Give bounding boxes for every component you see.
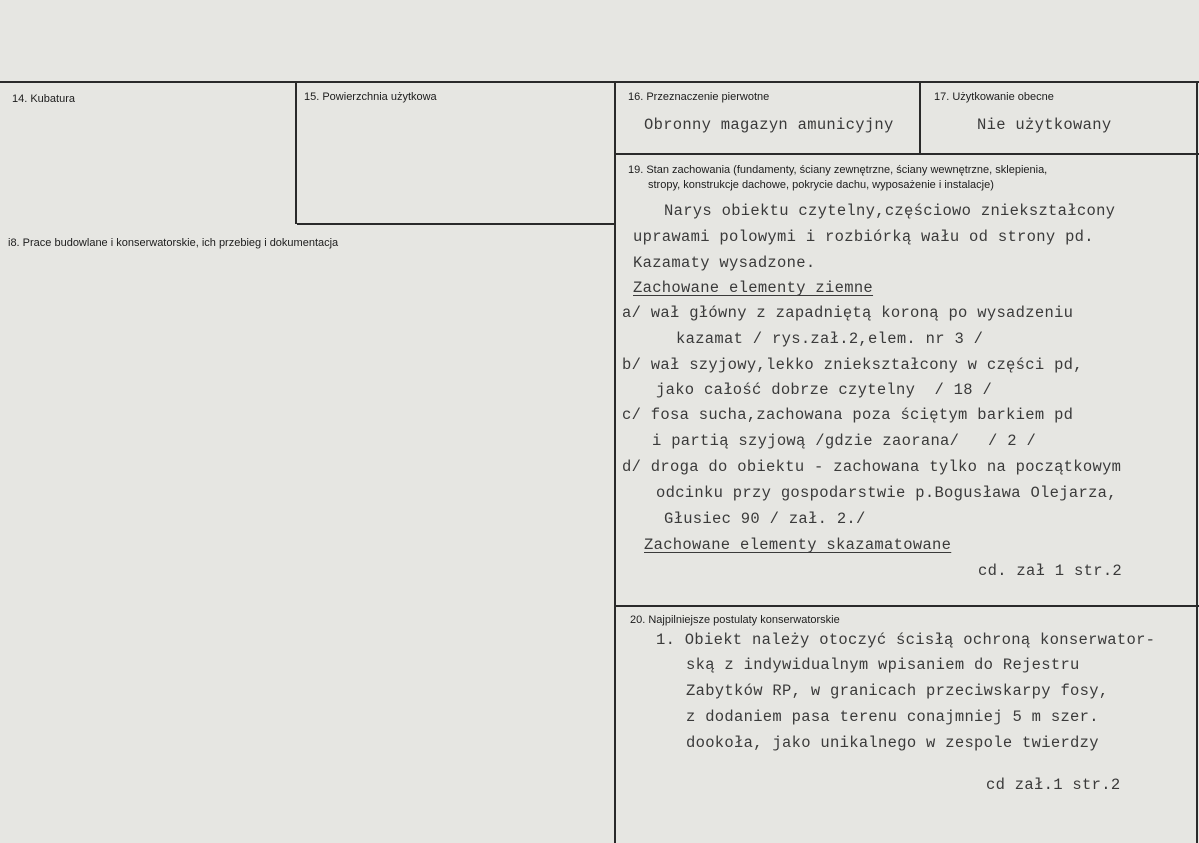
stan-line: Kazamaty wysadzone.: [633, 254, 816, 272]
stan-label-line1: 19. Stan zachowania (fundamenty, ściany zewnętrzne, ściany wewnętrzne, sklepienia,: [628, 164, 1048, 176]
stan-line: c/ fosa sucha,zachowana poza ściętym barkiem pd: [622, 406, 1074, 424]
postulaty-line: ską z indywidualnym wpisaniem do Rejestru: [686, 656, 1080, 674]
przeznaczenie-label: 16. Przeznaczenie pierwotne: [628, 91, 770, 103]
przeznaczenie-value: Obronny magazyn amunicyjny: [644, 116, 894, 134]
stan-section-heading: Zachowane elementy ziemne: [633, 279, 874, 297]
postulaty-label: 20. Najpilniejsze postulaty konserwatorskie: [630, 614, 840, 626]
stan-line: jako całość dobrze czytelny / 18 /: [656, 381, 993, 399]
stan-line: i partią szyjową /gdzie zaorana/ / 2 /: [652, 432, 1037, 450]
stan-line: d/ droga do obiektu - zachowana tylko na początkowym: [622, 458, 1122, 476]
postulaty-line: 1. Obiekt należy otoczyć ścisłą ochroną konserwator-: [656, 631, 1156, 649]
stan-line: Głusiec 90 / zał. 2./: [664, 510, 866, 528]
divider-h-16-19: [615, 153, 1199, 155]
postulaty-line: z dodaniem pasa terenu conajmniej 5 m szer.: [686, 708, 1099, 726]
kubatura-label: 14. Kubatura: [12, 93, 75, 105]
postulaty-line: dookoła, jako unikalnego w zespole twierdzy: [686, 734, 1099, 752]
prace-label: i8. Prace budowlane i konserwatorskie, ich przebieg i dokumentacja: [8, 237, 339, 249]
right-border: [1196, 81, 1198, 843]
powierzchnia-label: 15. Powierzchnia użytkowa: [304, 91, 437, 103]
stan-label-line2: stropy, konstrukcje dachowe, pokrycie dachu, wyposażenie i instalacje): [648, 179, 994, 191]
uzytkowanie-value: Nie użytkowany: [977, 116, 1112, 134]
top-border: [0, 81, 1199, 83]
divider-v-16-17: [919, 81, 921, 154]
divider-v-14-15: [295, 81, 297, 224]
stan-line: odcinku przy gospodarstwie p.Bogusława Olejarza,: [656, 484, 1117, 502]
stan-continuation: cd. zał 1 str.2: [978, 562, 1123, 580]
stan-line: b/ wał szyjowy,lekko zniekształcony w części pd,: [622, 356, 1083, 374]
divider-h-19-20: [615, 605, 1199, 607]
divider-h-14-18: [297, 223, 615, 225]
stan-line: a/ wał główny z zapadniętą koroną po wysadzeniu: [622, 304, 1074, 322]
uzytkowanie-label: 17. Użytkowanie obecne: [934, 91, 1054, 103]
divider-v-15-16: [614, 81, 616, 843]
postulaty-line: Zabytków RP, w granicach przeciwskarpy fosy,: [686, 682, 1109, 700]
postulaty-continuation: cd zał.1 str.2: [986, 776, 1121, 794]
stan-section-heading: Zachowane elementy skazamatowane: [644, 536, 952, 554]
stan-line: uprawami polowymi i rozbiórką wału od strony pd.: [633, 228, 1094, 246]
stan-line: Narys obiektu czytelny,częściowo zniekształcony: [664, 202, 1116, 220]
stan-line: kazamat / rys.zał.2,elem. nr 3 /: [676, 330, 984, 348]
